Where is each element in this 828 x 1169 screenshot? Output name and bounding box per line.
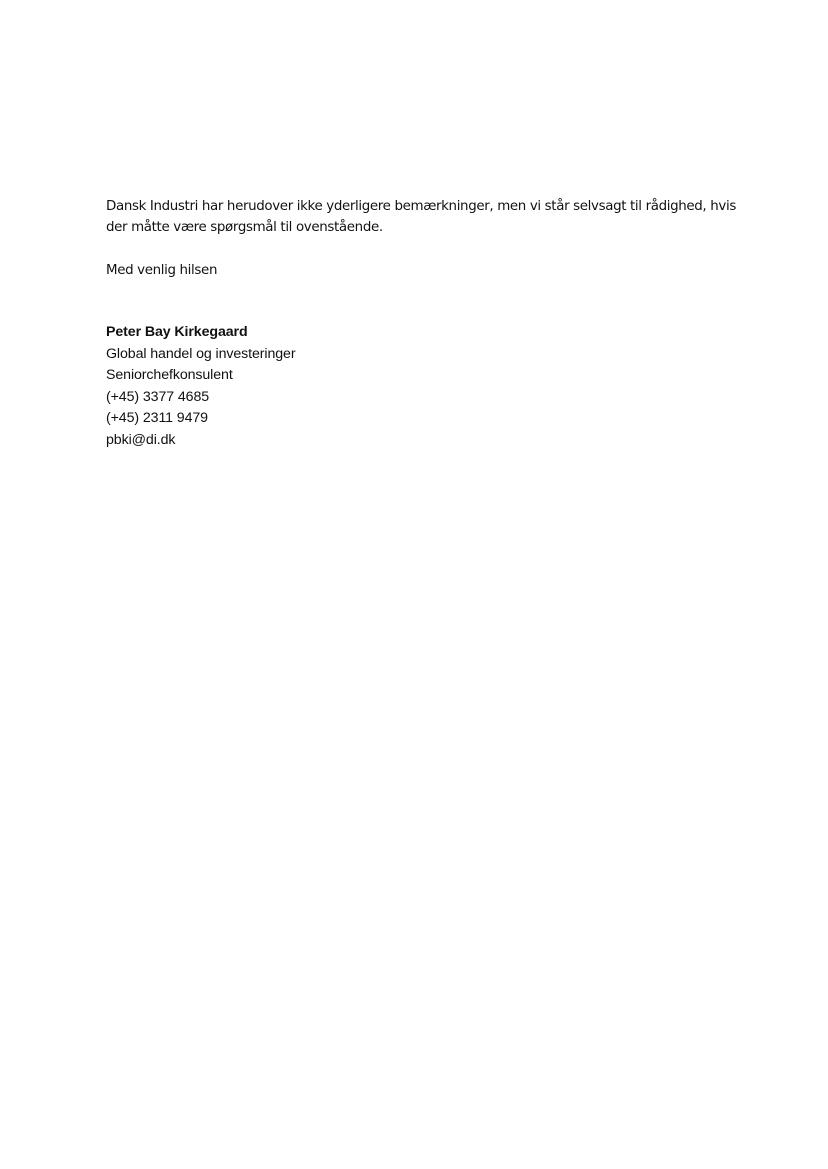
signature-department: Global handel og investeringer bbox=[106, 345, 296, 362]
signature-phone-2: (+45) 2311 9479 bbox=[106, 410, 208, 427]
signature-block bbox=[106, 322, 295, 452]
signature-title: Seniorchefkonsulent bbox=[106, 367, 233, 384]
letter-closing: Med venlig hilsen bbox=[106, 263, 218, 278]
signature-phone-1: (+45) 3377 4685 bbox=[106, 388, 210, 405]
letter-body bbox=[106, 196, 756, 238]
letter-paragraph: Dansk Industri har herudover ikke yderligere bemærkninger, men vi står selvsagt til rådighed, hvis der måtte være spørgsmål til ovenstående. bbox=[106, 199, 736, 235]
signature-name: Peter Bay Kirkegaard bbox=[106, 324, 248, 340]
signature-email: pbki@di.dk bbox=[106, 431, 176, 448]
